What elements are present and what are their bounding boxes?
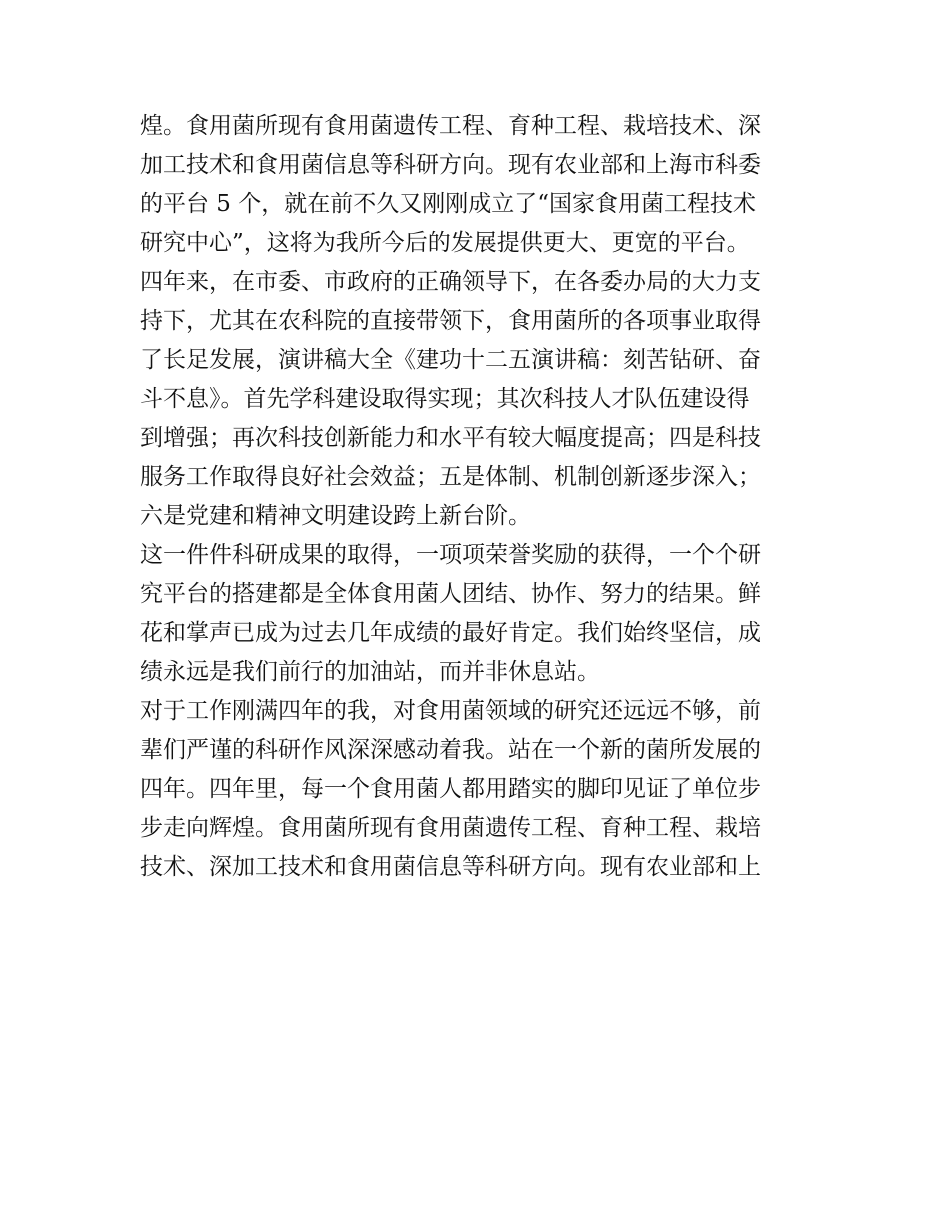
text-line: 对于工作刚满四年的我，对食用菌领域的研究还远远不够，前 (140, 698, 761, 724)
text-line: 了长足发展，演讲稿大全《建功十二五演讲稿：刻苦钻研、奋 (140, 347, 761, 373)
text-line: 持下，尤其在农科院的直接带领下，食用菌所的各项事业取得 (140, 308, 761, 334)
text-line: 的平台 5 个，就在前不久又刚刚成立了“国家食用菌工程技术 (140, 191, 757, 217)
text-line: 这一件件科研成果的取得，一项项荣誉奖励的获得，一个个研 (140, 542, 761, 568)
text-line: 步走向辉煌。食用菌所现有食用菌遗传工程、育种工程、栽培 (140, 815, 761, 841)
text-line: 六是党建和精神文明建设跨上新台阶。 (140, 503, 531, 529)
text-line: 加工技术和食用菌信息等科研方向。现有农业部和上海市科委 (140, 152, 761, 178)
text-line: 四年。四年里，每一个食用菌人都用踏实的脚印见证了单位步 (140, 776, 761, 802)
text-line: 煌。食用菌所现有食用菌遗传工程、育种工程、栽培技术、深 (140, 113, 761, 139)
text-line: 四年来，在市委、市政府的正确领导下，在各委办局的大力支 (140, 269, 761, 295)
text-line: 服务工作取得良好社会效益；五是体制、机制创新逐步深入； (140, 464, 761, 490)
text-line: 花和掌声已成为过去几年成绩的最好肯定。我们始终坚信，成 (140, 620, 761, 646)
text-line: 到增强；再次科技创新能力和水平有较大幅度提高；四是科技 (140, 425, 761, 451)
text-line: 绩永远是我们前行的加油站，而并非休息站。 (140, 659, 600, 685)
document-body (140, 107, 820, 887)
text-line: 辈们严谨的科研作风深深感动着我。站在一个新的菌所发展的 (140, 737, 761, 763)
text-line: 技术、深加工技术和食用菌信息等科研方向。现有农业部和上 (140, 854, 761, 880)
text-line: 究平台的搭建都是全体食用菌人团结、协作、努力的结果。鲜 (140, 581, 761, 607)
text-line: 斗不息》。首先学科建设取得实现；其次科技人才队伍建设得 (140, 386, 750, 412)
text-line: 研究中心”，这将为我所今后的发展提供更大、更宽的平台。 (140, 230, 750, 256)
